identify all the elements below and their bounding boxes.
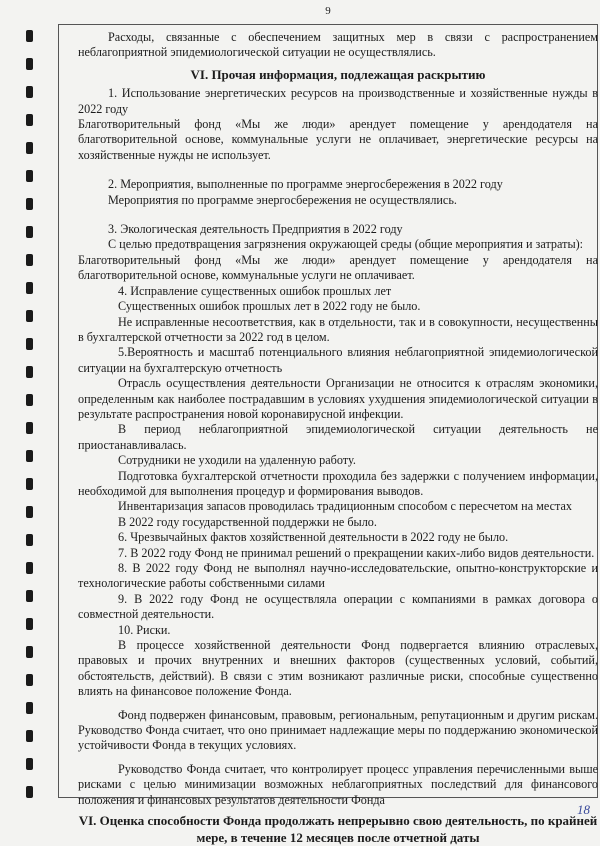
binding-hole — [26, 282, 33, 294]
item5-text4: Подготовка бухгалтерской отчетности проходила без задержки с получением информации, необходимой для выполнения процедур и формирования выводов. — [78, 468, 598, 498]
binding-hole — [26, 618, 33, 630]
binding-hole — [26, 562, 33, 574]
binding-hole — [26, 702, 33, 714]
item1-text: Благотворительный фонд «Мы же люди» арендует помещение у арендодателя на благотворительной основе, коммунальные услуги не оплачивает, энергетические ресурсы на хозяйственные нужды не использует. — [78, 117, 598, 162]
binding-holes — [0, 0, 40, 824]
intro-paragraph: Расходы, связанные с обеспечением защитных мер в связи с распространением неблагоприятной эпидемиологической ситуации не осуществлялись. — [78, 30, 598, 60]
corner-page-mark: 18 — [577, 802, 590, 817]
item10-text3: Руководство Фонда считает, что контролирует процесс управления перечисленными выше рисками с целью минимизации возможных неблагоприятных последствий для финансового положения и финансовых результатов деятельности Фонда — [78, 761, 598, 807]
item10-title: 10. Риски. — [118, 622, 171, 637]
item2-title: 2. Мероприятия, выполненные по программе энергосбережения в 2022 году — [108, 177, 503, 192]
binding-hole — [26, 674, 33, 686]
binding-hole — [26, 758, 33, 770]
binding-hole — [26, 226, 33, 238]
item5-text1: Отрасль осуществления деятельности Организации не относится к отраслям экономики, определенным как наиболее пострадавшим в условиях ухудшения эпидемиологической ситуации в результате распространения новой коронавирусной инфекции. — [78, 376, 598, 421]
item5-text2: В период неблагоприятной эпидемиологической ситуации деятельность не приостанавливалась. — [78, 422, 598, 452]
item10-text2: Фонд подвержен финансовым, правовым, региональным, репутационным и другим рискам. Руководство Фонда считает, что оно принимает надлежащие меры по поддержанию экономической устойчивости Фонда в текущих условиях. — [78, 707, 598, 753]
item3-text: Благотворительный фонд «Мы же люди» арендует помещение у арендодателя на благотворительной основе, коммунальные услуги не оплачивает. — [78, 252, 598, 283]
item4-text1: Существенных ошибок прошлых лет в 2022 году не было. — [118, 299, 421, 314]
section-heading-continuity: VI. Оценка способности Фонда продолжать непрерывно свою деятельность, по крайней мере, в течение 12 месяцев после отчетной даты — [78, 813, 598, 846]
item4-title: 4. Исправление существенных ошибок прошлых лет — [118, 283, 392, 298]
binding-hole — [26, 198, 33, 210]
item3-title: 3. Экологическая деятельность Предприятия в 2022 году — [108, 222, 403, 237]
binding-hole — [26, 478, 33, 490]
binding-hole — [26, 786, 33, 798]
binding-hole — [26, 338, 33, 350]
binding-hole — [26, 730, 33, 742]
item3-sub: С целью предотвращения загрязнения окружающей среды (общие мероприятия и затраты): — [108, 237, 584, 252]
item5-text3: Сотрудники не уходили на удаленную работу. — [118, 453, 356, 468]
item7: 7. В 2022 году Фонд не принимал решений о прекращении каких-либо видов деятельности. — [118, 545, 595, 560]
binding-hole — [26, 422, 33, 434]
item8: 8. В 2022 году Фонд не выполнял научно-исследовательские, опытно-конструкторские и технологические работы собственными силами — [78, 561, 598, 591]
item2-text: Мероприятия по программе энергосбережения не осуществлялись. — [108, 192, 457, 207]
binding-hole — [26, 534, 33, 546]
binding-hole — [26, 254, 33, 266]
item5-title: 5.Вероятность и масштаб потенциального влияния неблагоприятной эпидемиологической ситуации на бухгалтерскую отчетность — [78, 345, 598, 375]
binding-hole — [26, 86, 33, 98]
binding-hole — [26, 450, 33, 462]
item10-text1: В процессе хозяйственной деятельности Фонд подвергается влиянию отраслевых, правовых и прочих внутренних и внешних факторов (существенных условий, событий, обстоятельств, действий). В связи с этим возникают различные риски, способные существенно влиять на финансовое положение Фонда. — [78, 638, 598, 699]
item5-text5: Инвентаризация запасов проводилась традиционным способом с пересчетом на местах — [118, 499, 572, 514]
binding-hole — [26, 506, 33, 518]
item6: 6. Чрезвычайных фактов хозяйственной деятельности в 2022 году не было. — [118, 530, 509, 545]
item5-text6: В 2022 году государственной поддержки не было. — [118, 514, 377, 529]
binding-hole — [26, 142, 33, 154]
binding-hole — [26, 366, 33, 378]
binding-hole — [26, 58, 33, 70]
binding-hole — [26, 310, 33, 322]
document-body — [78, 30, 598, 846]
page-number: 9 — [325, 5, 331, 17]
binding-hole — [26, 394, 33, 406]
item9: 9. В 2022 году Фонд не осуществляла операции с компаниями в рамках договора о совместной деятельности. — [78, 591, 598, 622]
item4-text2: Не исправленные несоответствия, как в отдельности, так и в совокупности, несущественны в бухгалтерской отчетности за 2022 год в целом. — [78, 314, 598, 344]
binding-hole — [26, 30, 33, 42]
item1-title: 1. Использование энергетических ресурсов на производственные и хозяйственные нужды в 2022 году — [78, 86, 598, 116]
section-heading: VI. Прочая информация, подлежащая раскрытию — [190, 66, 486, 82]
binding-hole — [26, 170, 33, 182]
binding-hole — [26, 646, 33, 658]
binding-hole — [26, 114, 33, 126]
binding-hole — [26, 590, 33, 602]
